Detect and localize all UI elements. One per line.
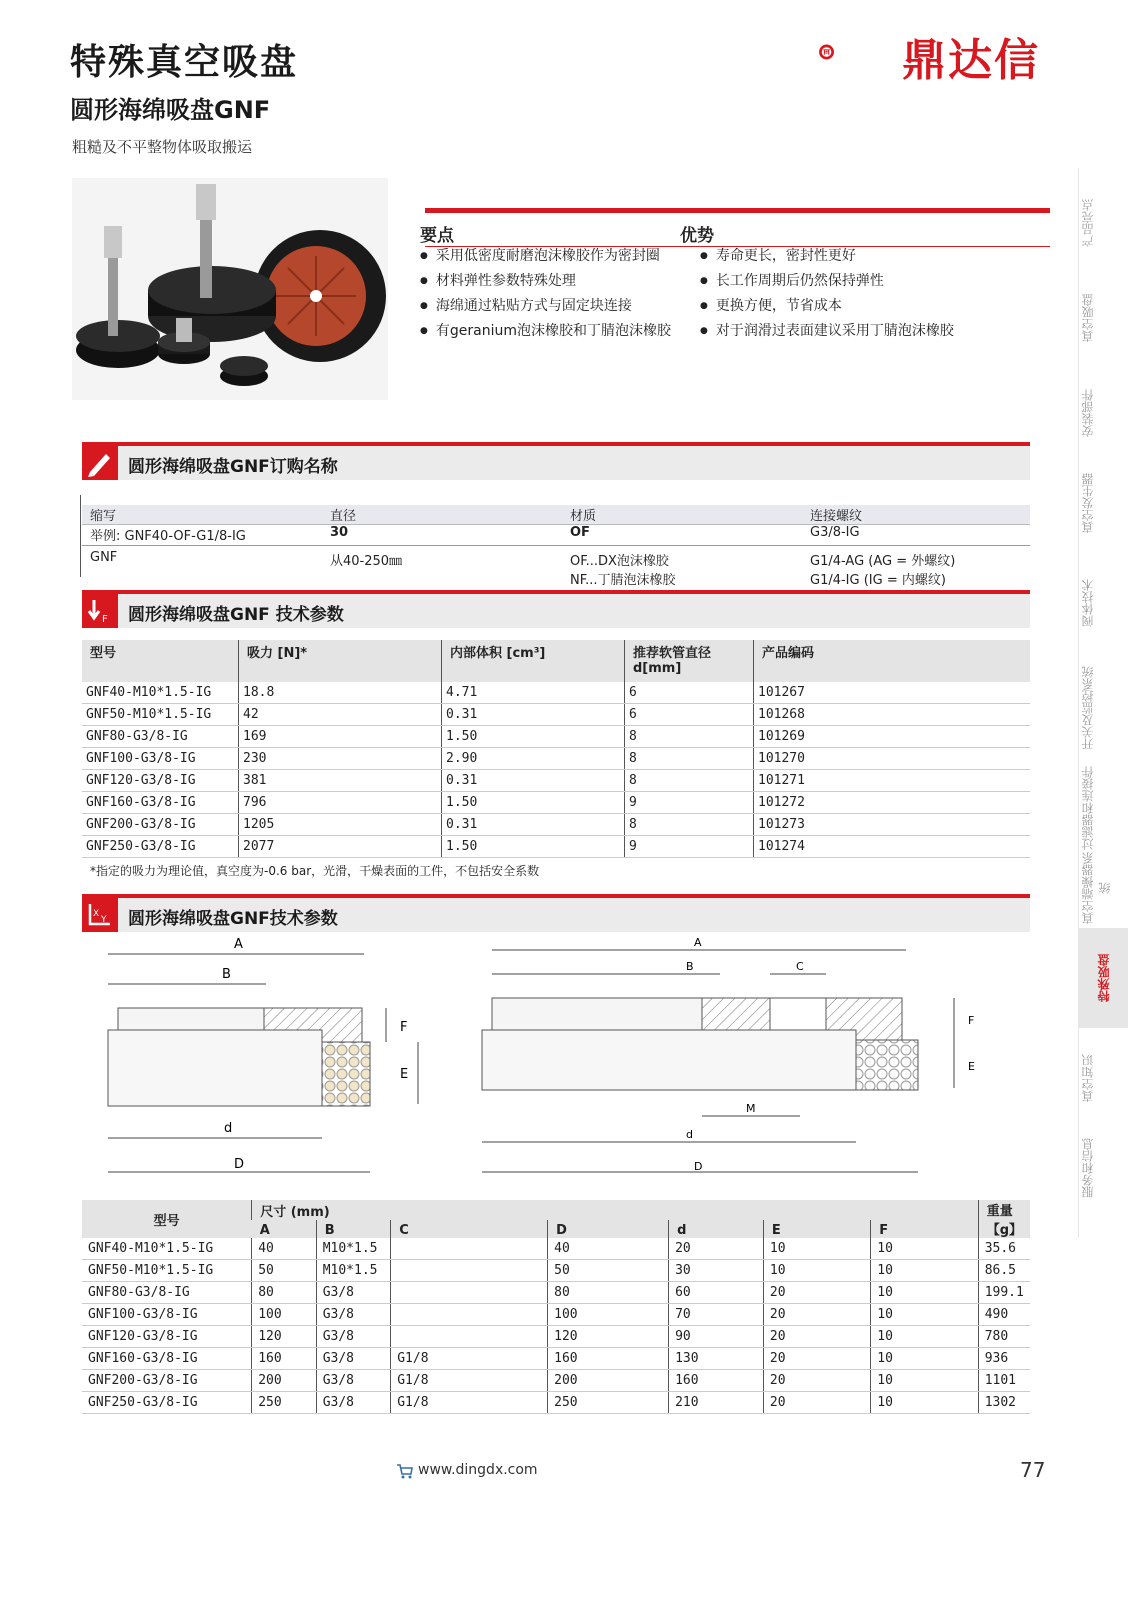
ordering-header: 连接螺纹: [802, 505, 1030, 525]
dim-label-a: A: [234, 937, 243, 952]
dim-weight: 199.1: [978, 1282, 1030, 1304]
dim-b: G3/8: [316, 1348, 391, 1370]
specs-header: 型号: [82, 640, 239, 682]
spec-model: GNF100-G3/8-IG: [82, 748, 239, 770]
page-title: 特殊真空吸盘: [70, 42, 299, 83]
dim-c: [391, 1260, 548, 1282]
page-subtitle: 圆形海绵吸盘GNF: [70, 96, 271, 124]
dim-f: 10: [871, 1348, 978, 1370]
spec-force: 169: [239, 726, 442, 748]
specs-section-header: [82, 594, 1030, 628]
spec-model: GNF40-M10*1.5-IG: [82, 682, 239, 704]
pencil-icon: [82, 446, 118, 480]
dim-c: G1/8: [391, 1348, 548, 1370]
specs-table: [82, 640, 1030, 858]
dim-label-a: A: [694, 936, 702, 949]
dim-col-header: A: [252, 1220, 316, 1239]
spec-model: GNF250-G3/8-IG: [82, 836, 239, 858]
features-bar: [425, 208, 1050, 213]
dim-f: 10: [871, 1282, 978, 1304]
nav-item-filters-connectors[interactable]: 过滤器和连接件: [1081, 766, 1095, 850]
dim-weight: 1302: [978, 1392, 1030, 1414]
dim-model: GNF250-G3/8-IG: [82, 1392, 252, 1414]
dim-weight: 86.5: [978, 1260, 1030, 1282]
dim-col-header: B: [316, 1220, 391, 1239]
dim-f: 10: [871, 1260, 978, 1282]
table-row: [82, 770, 1030, 792]
nav-item-switches-monitoring[interactable]: 开关及监控系统: [1081, 666, 1095, 750]
nav-item-valve-tech[interactable]: 阀体技术: [1081, 579, 1095, 627]
dim-label-e: E: [400, 1067, 409, 1082]
nav-item-vacuum-generators[interactable]: 真空发生器: [1081, 473, 1095, 533]
dim-label-d-small: d: [224, 1121, 233, 1136]
dimension-drawing-large: [480, 936, 990, 1182]
dim-col-header: F: [871, 1220, 978, 1239]
dim-d: 70: [669, 1304, 764, 1326]
spec-code: 101269: [754, 726, 1031, 748]
spec-volume: 1.50: [442, 792, 625, 814]
dim-weight: 936: [978, 1348, 1030, 1370]
dim-f: 10: [871, 1370, 978, 1392]
table-row: [82, 1238, 1030, 1260]
spec-force: 2077: [239, 836, 442, 858]
spec-code: 101273: [754, 814, 1031, 836]
advantage: ● 对于润滑过表面建议采用丁腈泡沫橡胶: [700, 319, 954, 344]
dim-f: 10: [871, 1392, 978, 1414]
spec-model: GNF50-M10*1.5-IG: [82, 704, 239, 726]
spec-code: 101268: [754, 704, 1031, 726]
dim-label-d-large: D: [694, 1160, 703, 1173]
dim-c: G1/8: [391, 1392, 548, 1414]
dim-D: 40: [548, 1238, 669, 1260]
dim-label-b: B: [686, 960, 694, 973]
spec-hose: 8: [625, 748, 754, 770]
dim-e: 20: [763, 1392, 870, 1414]
dim-c: [391, 1282, 548, 1304]
ordering-header: 直径: [322, 505, 562, 525]
spec-hose: 9: [625, 792, 754, 814]
dimensions-table: [82, 1200, 1030, 1414]
dim-d: 90: [669, 1326, 764, 1348]
dim-e: 20: [763, 1326, 870, 1348]
dim-weight-header: 重量【g】: [978, 1200, 1030, 1238]
table-row: [82, 1326, 1030, 1348]
spec-volume: 2.90: [442, 748, 625, 770]
dim-model: GNF80-G3/8-IG: [82, 1282, 252, 1304]
dim-f: 10: [871, 1326, 978, 1348]
dim-D: 120: [548, 1326, 669, 1348]
key-points-list: [420, 244, 671, 344]
dim-a: 40: [252, 1238, 316, 1260]
dim-c: [391, 1326, 548, 1348]
dim-b: G3/8: [316, 1370, 391, 1392]
spec-hose: 8: [625, 770, 754, 792]
spec-model: GNF160-G3/8-IG: [82, 792, 239, 814]
dim-b: G3/8: [316, 1326, 391, 1348]
dim-D: 50: [548, 1260, 669, 1282]
dim-D: 250: [548, 1392, 669, 1414]
table-row: [82, 1304, 1030, 1326]
dim-D: 100: [548, 1304, 669, 1326]
dim-d: 60: [669, 1282, 764, 1304]
spec-force: 381: [239, 770, 442, 792]
ordering-example: G3/8-IG: [810, 525, 860, 540]
table-row: [82, 1348, 1030, 1370]
ordering-header: 材质: [562, 505, 802, 525]
spec-code: 101271: [754, 770, 1031, 792]
spec-model: GNF120-G3/8-IG: [82, 770, 239, 792]
spec-force: 230: [239, 748, 442, 770]
table-row: [82, 748, 1030, 770]
spec-hose: 6: [625, 704, 754, 726]
key-points-title: 要点: [420, 226, 454, 246]
dim-e: 20: [763, 1348, 870, 1370]
ordering-material: OF...DX泡沫橡胶: [570, 554, 669, 569]
nav-item-end-effector-systems[interactable]: 真空端操器系统: [1081, 852, 1112, 924]
dimensions-section-header: [82, 898, 1030, 932]
spec-volume: 0.31: [442, 814, 625, 836]
dim-b: G3/8: [316, 1282, 391, 1304]
dim-d: 20: [669, 1238, 764, 1260]
dimensions-title: 圆形海绵吸盘GNF技术参数: [128, 909, 338, 929]
key-point: ● 采用低密度耐磨泡沫橡胶作为密封圈: [420, 244, 671, 269]
dim-weight: 35.6: [978, 1238, 1030, 1260]
dim-b: M10*1.5: [316, 1260, 391, 1282]
table-row: [82, 1282, 1030, 1304]
dim-d: 130: [669, 1348, 764, 1370]
brand-name: 鼎达信: [902, 35, 1040, 86]
ordering-table: [82, 505, 1030, 588]
nav-item-vacuum-cups[interactable]: 真空吸盘: [1081, 294, 1095, 342]
specs-title: 圆形海绵吸盘GNF 技术参数: [128, 605, 344, 625]
table-row: [82, 792, 1030, 814]
dim-c: [391, 1304, 548, 1326]
spec-model: GNF80-G3/8-IG: [82, 726, 239, 748]
specs-header: 内部体积 [cm³]: [442, 640, 625, 682]
spec-volume: 0.31: [442, 770, 625, 792]
spec-volume: 4.71: [442, 682, 625, 704]
table-row: [82, 814, 1030, 836]
dim-a: 200: [252, 1370, 316, 1392]
ordering-example: OF: [570, 525, 590, 540]
ordering-example: 30: [330, 525, 349, 540]
dim-d: 30: [669, 1260, 764, 1282]
dim-e: 10: [763, 1260, 870, 1282]
spec-code: 101272: [754, 792, 1031, 814]
specs-header: 产品编码: [754, 640, 1031, 682]
ordering-left-rule: [80, 495, 81, 577]
page-number: 77: [1020, 1458, 1046, 1482]
brand-logo: [818, 20, 882, 84]
dim-e: 20: [763, 1304, 870, 1326]
ordering-section-header: [82, 446, 1030, 480]
dim-f: 10: [871, 1304, 978, 1326]
page-description: 粗糙及不平整物体吸取搬运: [72, 138, 253, 156]
nav-item-service-info[interactable]: 服务和信息: [1081, 1138, 1095, 1198]
dim-b: G3/8: [316, 1304, 391, 1326]
dim-b: M10*1.5: [316, 1238, 391, 1260]
spec-force: 1205: [239, 814, 442, 836]
dim-label-c: C: [796, 960, 804, 973]
dim-e: 10: [763, 1238, 870, 1260]
dim-col-header: E: [763, 1220, 870, 1239]
dim-col-header: D: [548, 1220, 669, 1239]
advantages-list: [700, 244, 954, 344]
dim-model: GNF100-G3/8-IG: [82, 1304, 252, 1326]
nav-item-mounting-parts[interactable]: 安装部件: [1081, 389, 1095, 437]
dim-c: [391, 1238, 548, 1260]
dim-label-b: B: [222, 967, 231, 982]
dim-label-m: M: [746, 1102, 756, 1115]
advantage: ● 更换方便，节省成本: [700, 294, 954, 319]
spec-volume: 0.31: [442, 704, 625, 726]
dim-model: GNF200-G3/8-IG: [82, 1370, 252, 1392]
nav-item-vacuum-knowledge[interactable]: 真空知识: [1081, 1054, 1095, 1102]
table-row: [82, 1260, 1030, 1282]
ordering-thread: G1/4-AG (AG = 外螺纹): [810, 554, 956, 569]
ordering-material: NF...丁腈泡沫橡胶: [570, 573, 676, 588]
dim-a: 80: [252, 1282, 316, 1304]
dim-a: 50: [252, 1260, 316, 1282]
dim-model: GNF120-G3/8-IG: [82, 1326, 252, 1348]
spec-hose: 8: [625, 814, 754, 836]
spec-hose: 9: [625, 836, 754, 858]
key-point: ● 有geranium泡沫橡胶和丁腈泡沫橡胶: [420, 319, 671, 344]
key-point: ● 海绵通过粘贴方式与固定块连接: [420, 294, 671, 319]
svg-text:F: F: [102, 614, 108, 625]
spec-force: 18.8: [239, 682, 442, 704]
dim-label-d-large: D: [234, 1157, 245, 1172]
product-photo: [72, 178, 388, 400]
nav-item-product-highlights[interactable]: 产品亮点: [1081, 199, 1095, 247]
dim-size-header: 尺寸 (mm): [252, 1200, 548, 1220]
side-nav: [1078, 168, 1128, 1238]
dim-c: G1/8: [391, 1370, 548, 1392]
dim-f: 10: [871, 1238, 978, 1260]
dim-weight: 1101: [978, 1370, 1030, 1392]
spec-hose: 8: [625, 726, 754, 748]
dim-label-e: E: [968, 1060, 975, 1073]
ordering-diameter: 从40-250㎜: [330, 554, 403, 569]
table-row: [82, 726, 1030, 748]
spec-code: 101274: [754, 836, 1031, 858]
ordering-thread: G1/4-IG (IG = 内螺纹): [810, 573, 946, 588]
ordering-title: 圆形海绵吸盘GNF订购名称: [128, 457, 338, 477]
spec-model: GNF200-G3/8-IG: [82, 814, 239, 836]
dim-model: GNF40-M10*1.5-IG: [82, 1238, 252, 1260]
dim-D: 200: [548, 1370, 669, 1392]
dim-model: GNF160-G3/8-IG: [82, 1348, 252, 1370]
table-row: [82, 1370, 1030, 1392]
cart-icon: [396, 1462, 414, 1484]
svg-text:X: X: [93, 909, 100, 919]
force-icon: [82, 594, 118, 628]
dim-model-header: 型号: [82, 1200, 252, 1238]
dim-e: 20: [763, 1282, 870, 1304]
dim-a: 100: [252, 1304, 316, 1326]
dim-model: GNF50-M10*1.5-IG: [82, 1260, 252, 1282]
ordering-example: 举例: GNF40-OF-G1/8-IG: [90, 529, 246, 544]
footer-url[interactable]: www.dingdx.com: [418, 1462, 538, 1478]
dim-weight: 780: [978, 1326, 1030, 1348]
dimension-drawing-small: [96, 936, 436, 1182]
dim-a: 120: [252, 1326, 316, 1348]
table-row: [82, 704, 1030, 726]
spec-code: 101270: [754, 748, 1031, 770]
spec-volume: 1.50: [442, 836, 625, 858]
spec-code: 101267: [754, 682, 1031, 704]
specs-header: 推荐软管直径 d[mm]: [625, 640, 754, 682]
spec-volume: 1.50: [442, 726, 625, 748]
dim-col-header: d: [669, 1220, 764, 1239]
dim-b: G3/8: [316, 1392, 391, 1414]
nav-item-special-cups[interactable]: 特殊吸盘: [1079, 928, 1128, 1028]
axes-icon: [82, 898, 118, 932]
dim-D: 80: [548, 1282, 669, 1304]
ordering-abbr: GNF: [90, 550, 118, 565]
spec-force: 42: [239, 704, 442, 726]
advantages-title: 优势: [680, 226, 714, 246]
dim-d: 210: [669, 1392, 764, 1414]
dim-D: 160: [548, 1348, 669, 1370]
table-row: [82, 1392, 1030, 1414]
dim-label-f: F: [400, 1020, 408, 1035]
dim-e: 20: [763, 1370, 870, 1392]
dim-a: 160: [252, 1348, 316, 1370]
table-row: [82, 682, 1030, 704]
advantage: ● 长工作周期后仍然保持弹性: [700, 269, 954, 294]
dim-label-d-small: d: [686, 1128, 693, 1141]
dim-d: 160: [669, 1370, 764, 1392]
spec-hose: 6: [625, 682, 754, 704]
table-row: [82, 836, 1030, 858]
dim-label-f: F: [968, 1014, 975, 1027]
specs-footnote: *指定的吸力为理论值，真空度为-0.6 bar，光滑，干燥表面的工件，不包括安全系数: [90, 864, 540, 878]
dim-col-header: C: [391, 1220, 548, 1239]
advantage: ● 寿命更长，密封性更好: [700, 244, 954, 269]
spec-force: 796: [239, 792, 442, 814]
dim-a: 250: [252, 1392, 316, 1414]
dim-weight: 490: [978, 1304, 1030, 1326]
svg-text:Y: Y: [101, 915, 107, 925]
specs-header: 吸力 [N]*: [239, 640, 442, 682]
ordering-header: 缩写: [82, 505, 322, 525]
key-point: ● 材料弹性参数特殊处理: [420, 269, 671, 294]
